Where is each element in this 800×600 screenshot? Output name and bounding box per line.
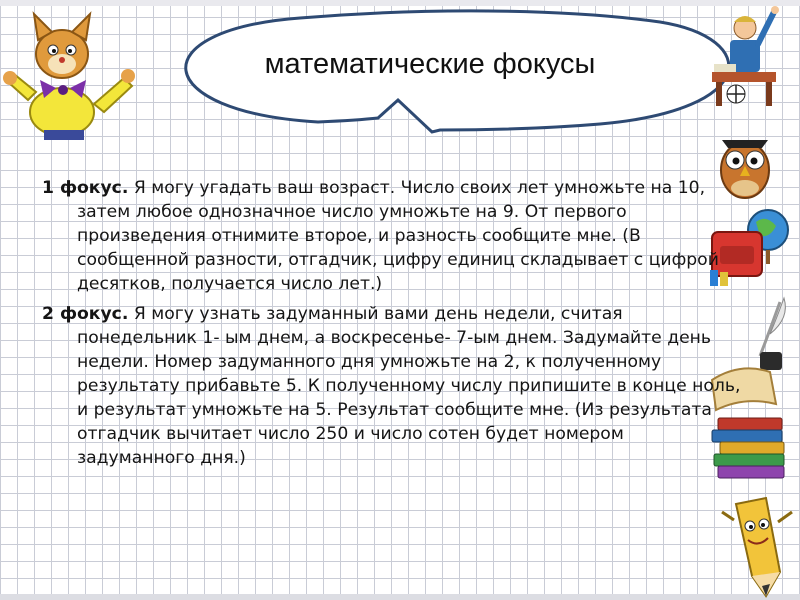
slide-title: математические фокусы (264, 48, 596, 80)
cartoon-cat-icon (3, 14, 135, 140)
schoolboy-at-desk-icon (712, 6, 779, 106)
pencil-character-icon (722, 498, 792, 596)
trick-2-text: Я могу узнать задуманный вами день недели, считая понедельник 1- ым днем, а воскресенье- 7-ым днем. Задумайте день недели. Номер задуманного дня умножьте на 2, к полученному результату прибавьте 5. К полученному числу припишите в конце ноль, и результат умножьте на 5. Результат сообщите мне. (Из результата отгадчик вычитает число 250 и число сотен будет номером задуманного дня.) (77, 304, 741, 468)
trick-2-label: 2 фокус. (42, 304, 129, 324)
trick-1-text: Я могу угадать ваш возраст. Число своих лет умножьте на 10, затем любое однозначное число умножьте на 9. От первого произведения отнимите второе, и разность сообщите мне. (В сообщенной разности, отгадчик, цифру единиц складывает с цифрой десятков, получается число лет.) (77, 178, 719, 294)
paragraph-trick-2 (42, 302, 742, 470)
trick-1-label: 1 фокус. (42, 178, 129, 198)
slide-body (42, 176, 742, 476)
paragraph-trick-1 (42, 176, 742, 296)
